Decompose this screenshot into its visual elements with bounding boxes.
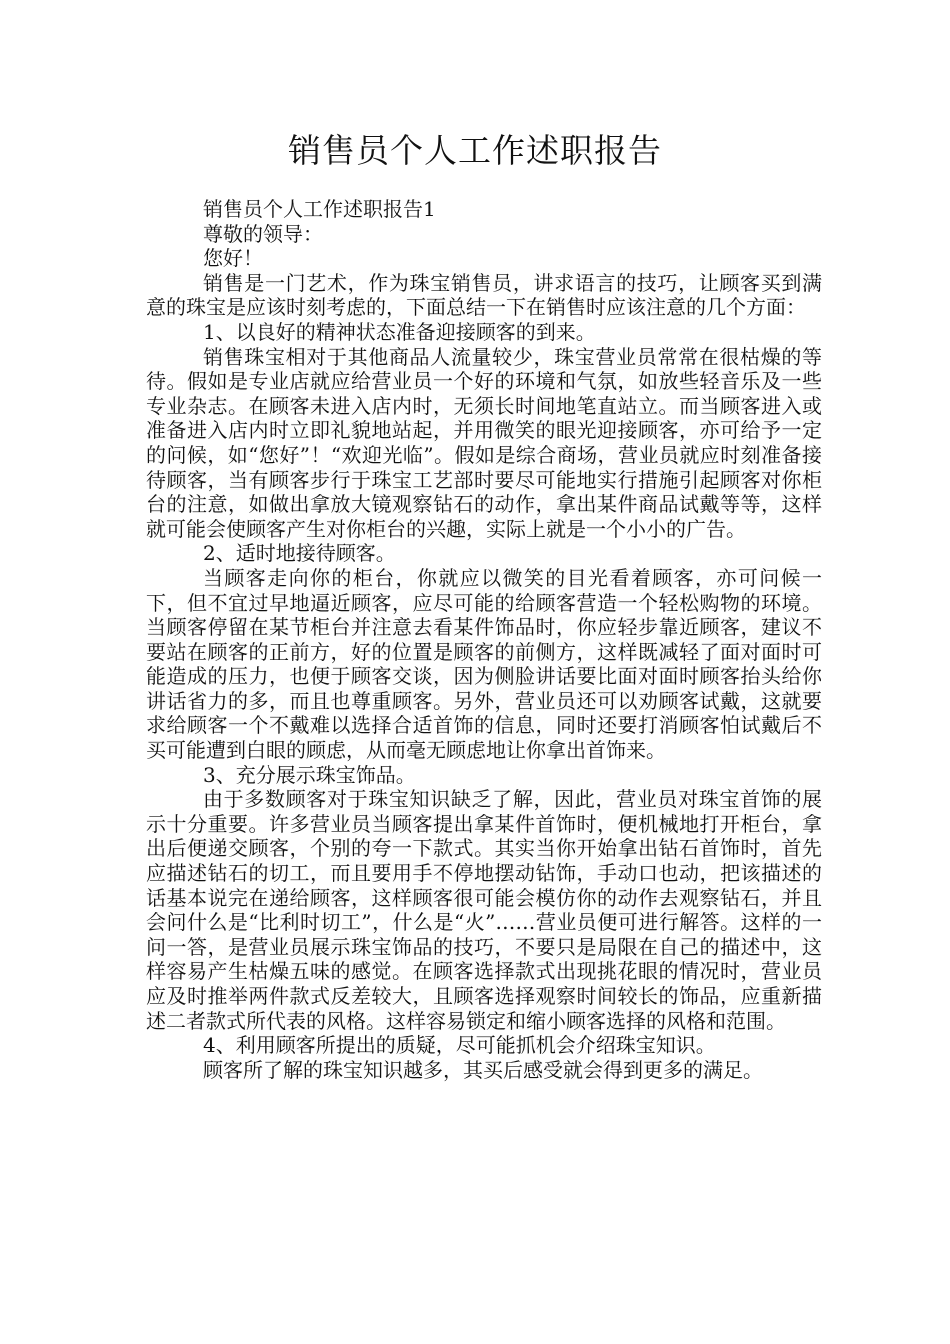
paragraph-body-2: 当顾客走向你的柜台，你就应以微笑的目光看着顾客，亦可问候一下，但不宜过早地逼近顾客，应尽可能的给顾客营造一个轻松购物的环境。当顾客停留在某节柜台并注意去看某件饰品时，你应轻步靠近顾客，建议不要站在顾客的正前方，好的位置是顾客的前侧方，这样既减轻了面对面时可能造成的压力，也便于顾客交谈，因为侧脸讲话要比面对面时顾客抬头给你讲话省力的多，而且也尊重顾客。另外，营业员还可以劝顾客试戴，这就要求给顾客一个不戴难以选择合适首饰的信息，同时还要打消顾客怕试戴后不买可能遭到白眼的顾虑，从而毫无顾虑地让你拿出首饰来。: [146, 565, 822, 763]
document-title: 销售员个人工作述职报告: [288, 131, 662, 170]
paragraph-heading-3: 3、充分展示珠宝饰品。: [203, 762, 416, 787]
paragraph-greeting: 您好！: [203, 246, 263, 271]
document-body: [146, 197, 822, 1082]
paragraph-body-4: 顾客所了解的珠宝知识越多，其买后感受就会得到更多的满足。: [203, 1057, 763, 1082]
paragraph-body-3: 由于多数顾客对于珠宝知识缺乏了解，因此，营业员对珠宝首饰的展示十分重要。许多营业员当顾客提出拿某件首饰时，便机械地打开柜台，拿出后便递交顾客，个别的夸一下款式。其实当你开始拿出钻石首饰时，首先应描述钻石的切工，而且要用手不停地摆动钻饰，手动口也动，把该描述的话基本说完在递给顾客，这样顾客很可能会模仿你的动作去观察钻石，并且会问什么是“比利时切工”，什么是“火”……营业员便可进行解答。这样的一问一答，是营业员展示珠宝饰品的技巧，不要只是局限在自己的描述中，这样容易产生枯燥五味的感觉。在顾客选择款式出现挑花眼的情况时，营业员应及时推举两件款式反差较大，且顾客选择观察时间较长的饰品，应重新描述二者款式所代表的风格。这样容易锁定和缩小顾客选择的风格和范围。: [146, 787, 822, 1033]
paragraph-intro: 销售是一门艺术，作为珠宝销售员，讲求语言的技巧，让顾客买到满意的珠宝是应该时刻考虑的，下面总结一下在销售时应该注意的几个方面：: [146, 270, 822, 320]
paragraph-salutation: 尊敬的领导：: [203, 221, 323, 246]
paragraph-heading-2: 2、适时地接待顾客。: [203, 541, 396, 566]
paragraph-heading-1: 1、以良好的精神状态准备迎接顾客的到来。: [203, 319, 596, 344]
paragraph-subtitle: 销售员个人工作述职报告1: [203, 197, 436, 221]
paragraph-body-1: 销售珠宝相对于其他商品人流量较少，珠宝营业员常常在很枯燥的等待。假如是专业店就应给营业员一个好的环境和气氛，如放些轻音乐及一些专业杂志。在顾客未进入店内时，无须长时间地笔直站立。而当顾客进入或准备进入店内时立即礼貌地站起，并用微笑的眼光迎接顾客，亦可给予一定的问候，如“您好”！“欢迎光临”。假如是综合商场，营业员就应时刻准备接待顾客，当有顾客步行于珠宝工艺部时要尽可能地实行措施引起顾客对你柜台的注意，如做出拿放大镜观察钻石的动作，拿出某件商品试戴等等，这样就可能会使顾客产生对你柜台的兴趣，实际上就是一个小小的广告。: [146, 344, 822, 541]
paragraph-heading-4: 4、利用顾客所提出的质疑，尽可能抓机会介绍珠宝知识。: [203, 1033, 716, 1058]
